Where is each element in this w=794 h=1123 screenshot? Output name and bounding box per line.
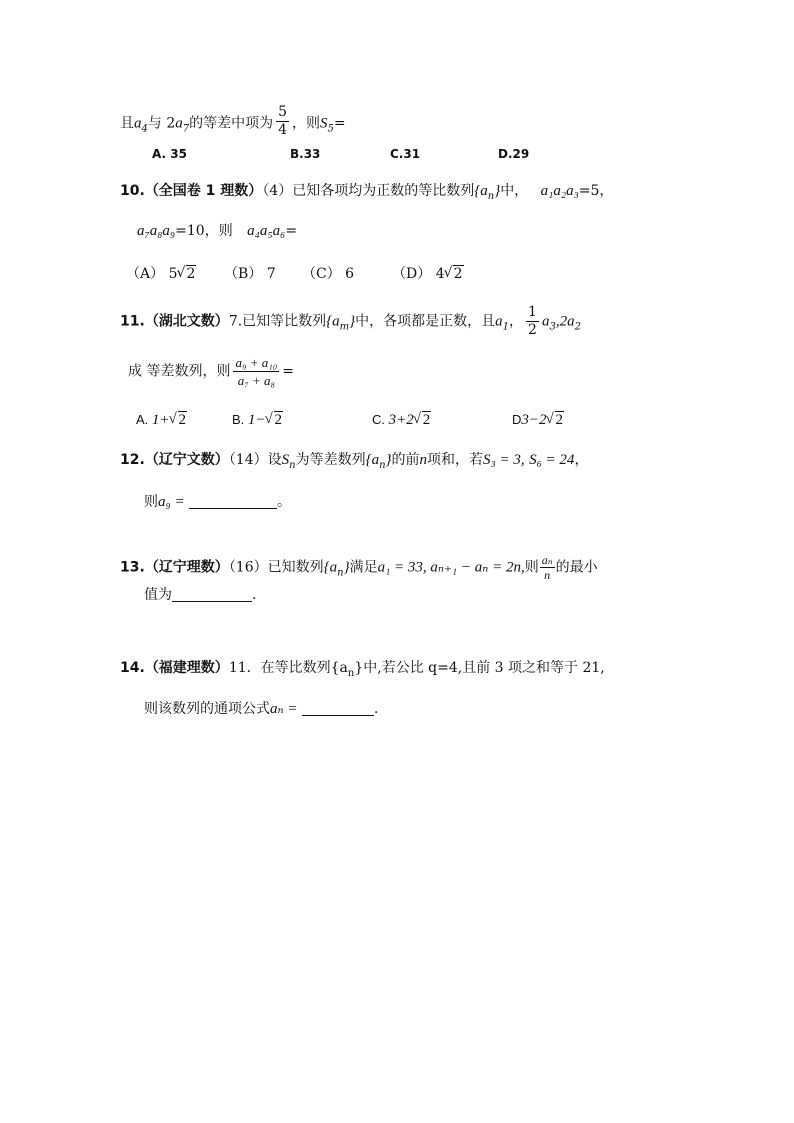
q9-option-c: C.31 (390, 147, 421, 161)
q10-option-d: （D） 4√ 2 (392, 264, 464, 284)
q13-line2: 值为 . (144, 587, 257, 603)
q10-stem: 10.（全国卷 1 理数）（4）已知各项均为正数的等比数列$\{a_n\}$中， a₁a₂a₃=5， (120, 183, 614, 202)
q11-stem: 11.（湖北文数）7.已知等比数列$\{a_m\}$中，各项都是正数，且$a_1$， $\frac{1}{2}$ $a_3,2a_2$ (120, 304, 581, 338)
sqrt-symbol: √ 2 (170, 410, 188, 430)
question-number: 12. (120, 452, 145, 468)
question-number: 11. (120, 313, 145, 330)
question-source: （辽宁理数） (144, 559, 229, 576)
q9-stem: 且$a_4$与 $2a_7$的等差中项为 $\frac{5}{4}$ ，则$S_5=$ (120, 104, 346, 138)
q14-stem: 14.（福建理数）11．在等比数列$\{a_n\}$中,若公比 q=4,且前 3 项之和等于 21, (120, 660, 605, 679)
answer-blank[interactable] (172, 585, 252, 602)
q9-option-d: D.29 (498, 147, 530, 161)
question-source: （湖北文数） (144, 313, 229, 330)
question-number: 10. (120, 183, 145, 199)
fraction: $\frac{5}{4}$ (278, 104, 288, 138)
question-number: 13. (120, 559, 145, 576)
q9-option-a: A. 35 (152, 147, 187, 161)
q11-option-b: B. 1−√ 2 (232, 410, 283, 430)
q11-option-d: D3−2√ 2 (512, 410, 564, 430)
sqrt-symbol: √ 2 (178, 264, 197, 284)
q9-option-b: B.33 (290, 147, 321, 161)
q10-option-c: （C） 6 (302, 266, 355, 282)
q14-line2: 则该数列的通项公式aₙ = . (144, 701, 379, 717)
q10-option-a: （A） 5√ 2 (126, 264, 196, 284)
q10-line2: a₇a₈a₉=10，则 a₄a₅a₆= (137, 223, 298, 239)
q12-stem: 12.（辽宁文数）（14）设$S_n$为等差数列$\{a_n\}$的前n项和，若S₃ = 3, S₆ = 24， (120, 452, 589, 471)
q10-option-b: （B） 7 (224, 266, 276, 282)
q11-line2: 成 等差数列，则 $\frac{\text{a₉ + a₁₀}}{\text{a₇ + a₈}}$ = (128, 355, 295, 388)
fraction: $\frac{1}{2}$ (528, 304, 537, 338)
sqrt-symbol: √ 2 (414, 410, 432, 430)
question-source: （辽宁文数） (144, 452, 229, 468)
q11-option-a: A. 1+√ 2 (136, 410, 187, 430)
q11-option-c: C. 3+2√ 2 (372, 410, 431, 430)
fraction: $\frac{\text{aₙ}}{n}$ (541, 553, 553, 582)
question-number: 14. (120, 660, 145, 676)
sqrt-symbol: √ 2 (266, 410, 284, 430)
fraction: $\frac{\text{a₉ + a₁₀}}{\text{a₇ + a₈}}$ (235, 355, 278, 388)
question-source: （全国卷 1 理数） (144, 183, 263, 199)
q13-stem: 13.（辽宁理数）（16）已知数列$\{a_n\}$满足a₁ = 33, aₙ₊₁ − aₙ = 2n,则 $\frac{\text{aₙ}}{n}$ 的最小 (120, 553, 598, 582)
q12-line2: 则a₉ = 。 (144, 494, 292, 510)
question-source: （福建理数） (144, 660, 229, 676)
sqrt-symbol: √ 2 (445, 264, 464, 284)
answer-blank[interactable] (302, 699, 374, 716)
sqrt-symbol: √ 2 (547, 410, 565, 430)
answer-blank[interactable] (189, 492, 277, 509)
